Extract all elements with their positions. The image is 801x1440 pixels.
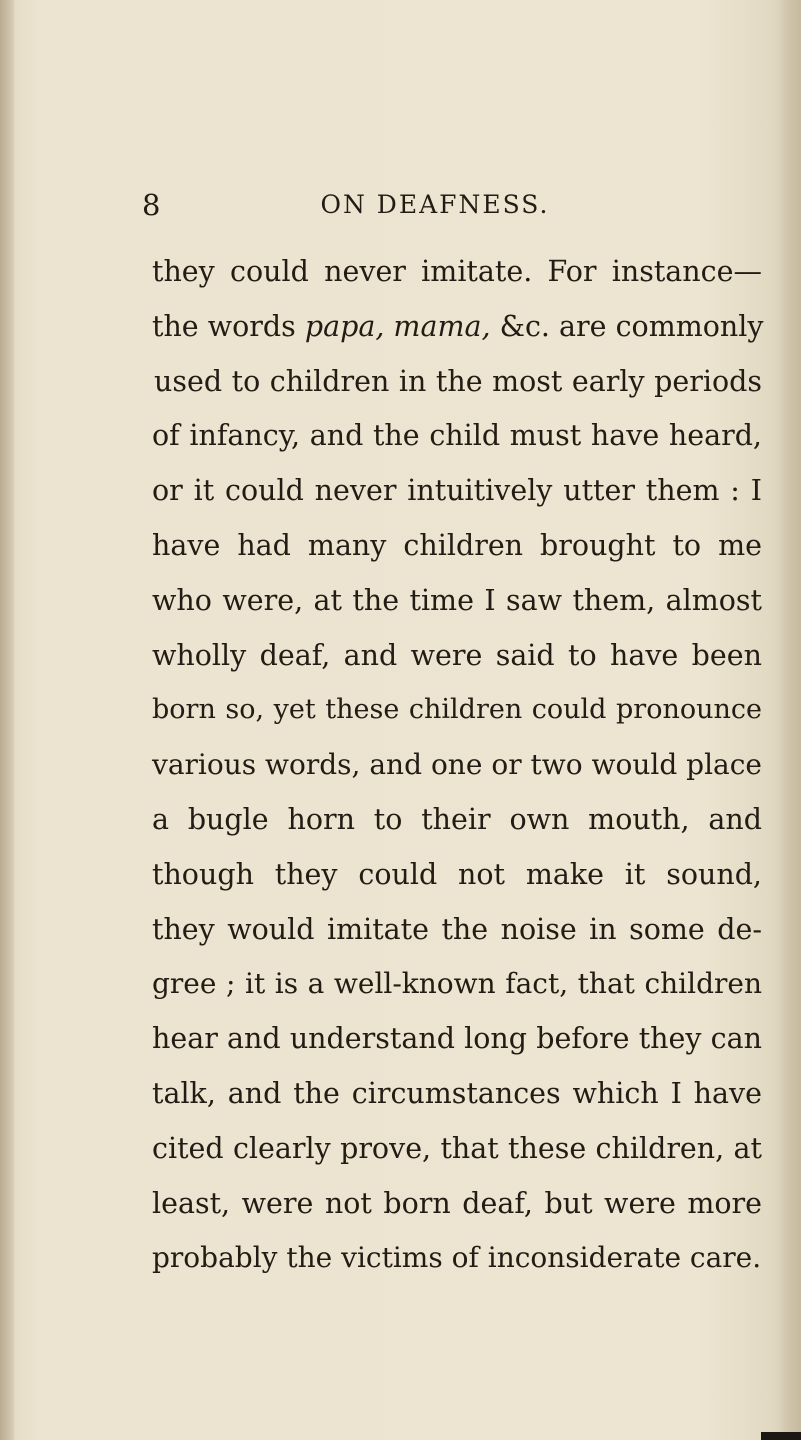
page-number: 8 [142, 188, 161, 222]
text-line: least, were not born deaf, but were more [152, 1186, 762, 1220]
text-line: born so, yet these children could pronounce [152, 694, 762, 726]
text-line: a bugle horn to their own mouth, and [152, 802, 762, 836]
text-line: they could never imitate. For instance— [152, 255, 762, 288]
text-line: or it could never intuitively utter them : I [152, 474, 762, 508]
text-segment: &c. are commonly [490, 309, 764, 343]
text-line: talk, and the circumstances which I have [152, 1076, 762, 1110]
text-line: wholly deaf, and were said to have been [152, 638, 762, 672]
text-line [152, 300, 762, 355]
text-segment: the words [152, 309, 305, 343]
text-line: gree ; it is a well-known fact, that children [152, 967, 762, 1001]
corner-mark [761, 1432, 801, 1440]
running-head-title: ON DEAFNESS. [320, 190, 550, 219]
text-line: have had many children brought to me [152, 528, 762, 562]
italic-words: papa, mama, [304, 309, 491, 343]
text-line: they would imitate the noise in some de- [152, 912, 762, 946]
paragraph [152, 245, 762, 1286]
text-line: though they could not make it sound, [152, 857, 762, 891]
text-line: used to children in the most early periods [154, 364, 762, 398]
running-head [0, 185, 801, 225]
text-line: hear and understand long before they can [152, 1022, 762, 1056]
text-line: cited clearly prove, that these children, at [152, 1131, 762, 1165]
text-line: probably the victims of inconsiderate care. [152, 1241, 762, 1275]
text-line: various words, and one or two would place [152, 748, 762, 782]
text-line: of infancy, and the child must have heard, [152, 419, 762, 453]
text-line: who were, at the time I saw them, almost [152, 583, 762, 617]
